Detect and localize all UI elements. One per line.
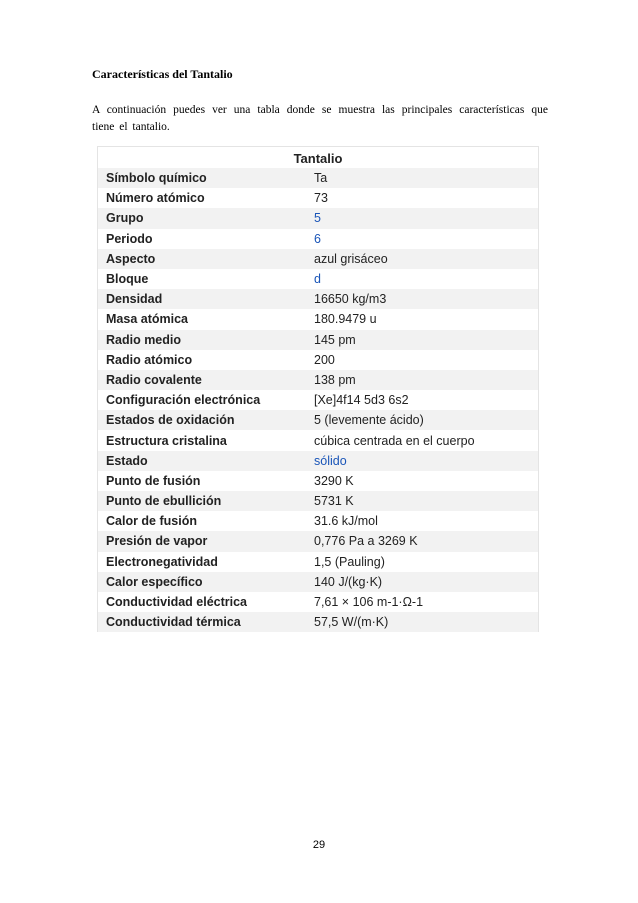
property-value: 0,776 Pa a 3269 K bbox=[306, 531, 538, 551]
table-row bbox=[98, 531, 538, 551]
table-row bbox=[98, 572, 538, 592]
table-row bbox=[98, 249, 538, 269]
section-heading: Características del Tantalio bbox=[92, 67, 233, 81]
property-value-link[interactable]: 5 bbox=[306, 208, 538, 228]
table-row bbox=[98, 330, 538, 350]
property-name: Periodo bbox=[106, 231, 153, 246]
property-value: cúbica centrada en el cuerpo bbox=[314, 433, 475, 448]
property-name: Conductividad eléctrica bbox=[106, 595, 248, 610]
property-value: 1,5 (Pauling) bbox=[314, 554, 385, 569]
property-value: 145 pm bbox=[306, 330, 538, 350]
properties-grid bbox=[98, 168, 538, 632]
property-name: Calor de fusión bbox=[106, 514, 197, 529]
table-row bbox=[98, 188, 538, 208]
table-row bbox=[98, 309, 538, 329]
page-number: 29 bbox=[312, 839, 326, 851]
property-name: Punto de ebullición bbox=[98, 491, 306, 511]
property-name: Estructura cristalina bbox=[106, 433, 227, 448]
table-row bbox=[98, 390, 538, 410]
table-row bbox=[98, 269, 538, 289]
property-value: 31.6 kJ/mol bbox=[314, 514, 378, 529]
property-value: 7,61 × 106 m-1·Ω-1 bbox=[314, 595, 424, 610]
property-value: 5731 K bbox=[306, 491, 538, 511]
property-value: 138 pm bbox=[306, 370, 538, 390]
table-row bbox=[98, 471, 538, 491]
property-name: Aspecto bbox=[98, 249, 306, 269]
table-title: Tantalio bbox=[293, 151, 343, 166]
property-name: Configuración electrónica bbox=[106, 393, 261, 408]
table-row bbox=[98, 511, 538, 531]
property-name: Estado bbox=[98, 451, 306, 471]
property-name: Conductividad térmica bbox=[98, 612, 306, 632]
property-value: 200 bbox=[314, 352, 335, 367]
property-value: azul grisáceo bbox=[306, 249, 538, 269]
property-value: 5 (levemente ácido) bbox=[306, 410, 538, 430]
intro-paragraph: A continuación puedes ver una tabla donde se muestra las principales características que tiene el tantalio. bbox=[92, 104, 548, 133]
property-value: Ta bbox=[306, 168, 538, 188]
table-row bbox=[98, 612, 538, 632]
property-value: 180.9479 u bbox=[314, 312, 377, 327]
property-value-link[interactable]: d bbox=[314, 272, 321, 287]
property-name: Radio medio bbox=[98, 330, 306, 350]
table-row bbox=[98, 552, 538, 572]
property-name: Electronegatividad bbox=[106, 554, 218, 569]
tantalum-properties-table bbox=[97, 146, 539, 632]
property-name: Radio covalente bbox=[98, 370, 306, 390]
table-row bbox=[98, 208, 538, 228]
property-value-link[interactable]: 6 bbox=[314, 231, 321, 246]
property-value: 140 J/(kg·K) bbox=[306, 572, 538, 592]
property-value: 3290 K bbox=[314, 473, 354, 488]
property-name: Símbolo químico bbox=[98, 168, 306, 188]
table-row bbox=[98, 370, 538, 390]
property-name: Estados de oxidación bbox=[98, 410, 306, 430]
table-row bbox=[98, 229, 538, 249]
table-row bbox=[98, 592, 538, 612]
property-name: Bloque bbox=[106, 272, 149, 287]
property-name: Presión de vapor bbox=[98, 531, 306, 551]
table-row bbox=[98, 350, 538, 370]
property-value-link[interactable]: sólido bbox=[306, 451, 538, 471]
property-name: Número atómico bbox=[106, 191, 205, 206]
table-row bbox=[98, 168, 538, 188]
table-row bbox=[98, 430, 538, 450]
property-name: Punto de fusión bbox=[106, 473, 201, 488]
table-row bbox=[98, 289, 538, 309]
property-name: Grupo bbox=[98, 208, 306, 228]
table-row bbox=[98, 451, 538, 471]
table-row bbox=[98, 491, 538, 511]
property-value: 57,5 W/(m·K) bbox=[306, 612, 538, 632]
property-name: Calor específico bbox=[98, 572, 306, 592]
table-row bbox=[98, 410, 538, 430]
property-value: [Xe]4f14 5d3 6s2 bbox=[314, 393, 409, 408]
property-value: 73 bbox=[314, 191, 328, 206]
property-name: Densidad bbox=[98, 289, 306, 309]
property-name: Masa atómica bbox=[106, 312, 188, 327]
property-value: 16650 kg/m3 bbox=[306, 289, 538, 309]
property-name: Radio atómico bbox=[106, 352, 193, 367]
